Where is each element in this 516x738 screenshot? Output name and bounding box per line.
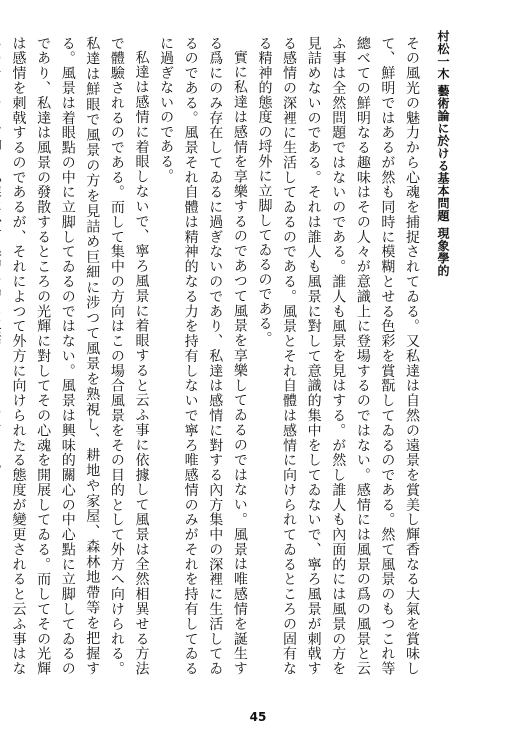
paragraph-3: 私達は感情に着眼しないで、寧ろ風景に着眼すると云ふ事に依據して風景は全然相異せる方法で體驗されるのである。而して集中の方向はこの場合風景をその目的として外方へ向けられる。私達は鮮眼で風景の方を見詰め巨細に涉つて風景を熟視し、耕地や家屋、森林地帶等を把握する。風景は着眼點の中に立脚してゐるのではない。風景は興味的關心の中心點に立脚してゐるのであり、私達は風景の發散するところの光輝に對してその心魂を開展してゐる。而してその光輝は感情を刺戟するのであるが、それによつて外方に向けられたる態度が變更されると云ふ事はな — [10, 36, 150, 676]
page-number: 45 — [249, 710, 267, 724]
paragraph-2: 實に私達は感情を享樂するのであつて風景を享樂してゐるのではない。風景は唯感情を誕生する爲にのみ存在してゐるに過ぎないのであり、私達は感情に對する內方集中の深裡に生活してゐるのである。風景それ自體は精神的なる力を持有しないで寧ろ唯感情のみがそれを持有してゐるに過ぎないのである。 — [158, 36, 248, 676]
paragraph-1: その風光の魅力から心魂を捕捉されてゐる。又私達は自然の遠景を賞美し輝香なる大氣を賞味して、鮮明ではあるが然も同時に模糊とせる色彩を賞翫してゐるのである。然て風景のもつこれ等總べての鮮明なる趣味はその人々が意識上に登場するのではない。感情には風景の爲の風景と云ふ事は全然問題ではないのである。誰人も風景を見はする。が然し誰人も內面的には風景の方を見詰めないのである。それは誰人も風景に對して意識的集中をしてゐないで、寧ろ風景が刺戟する感情の深裡に生活してゐるのである。風景とそれ自體は感情に向けられてゐるところの固有なる精神的態度の埒外に立脚してゐるのである。 — [256, 36, 420, 676]
body-text — [10, 36, 424, 676]
running-head: 村松一木 藝術論に於ける基本問題 現象學的 — [436, 30, 450, 277]
